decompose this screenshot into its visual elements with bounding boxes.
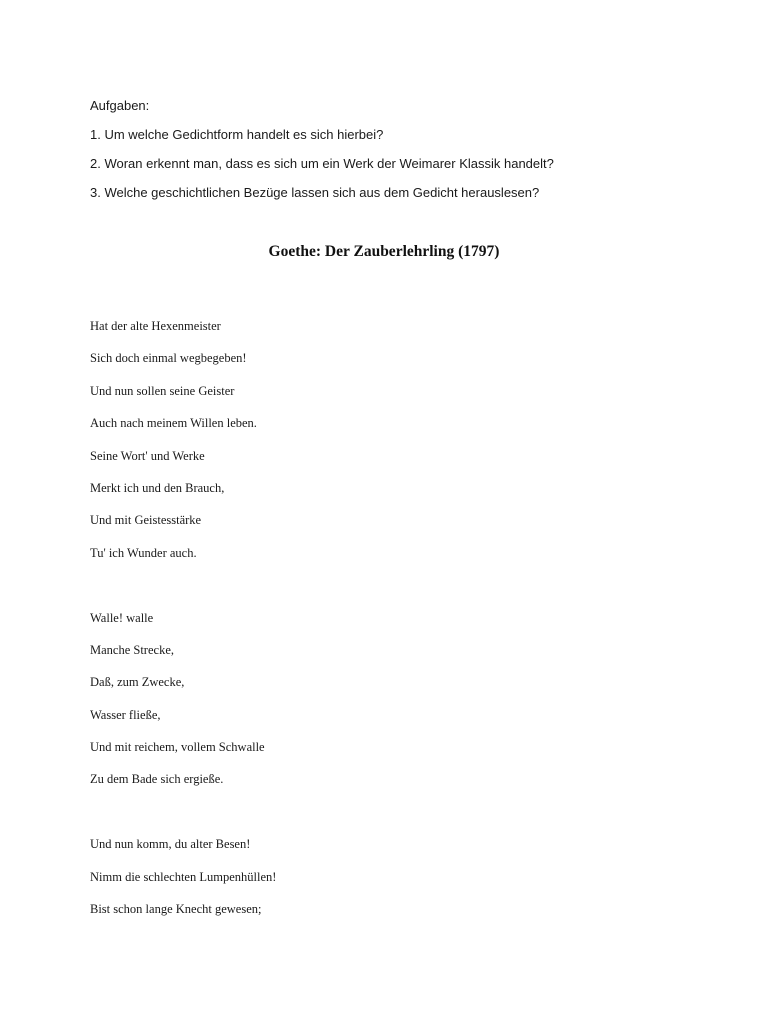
verse-line: Und mit Geistesstärke (90, 513, 202, 528)
verse-line: Und nun komm, du alter Besen! (90, 837, 251, 852)
verse-line: Nimm die schlechten Lumpenhüllen! (90, 869, 277, 884)
verse-line: Sich doch einmal wegbegeben! (90, 351, 247, 366)
task-item-1: 1. Um welche Gedichtform handelt es sich hierbei? (90, 127, 384, 142)
verse-line: Merkt ich und den Brauch, (90, 480, 225, 495)
verse-line: Daß, zum Zwecke, (90, 675, 185, 690)
verse-line: Manche Strecke, (90, 642, 174, 657)
poem-body (90, 316, 276, 931)
poem-title: Goethe: Der Zauberlehrling (1797) (268, 243, 500, 260)
stanza-3 (90, 834, 276, 931)
stanza-2 (90, 608, 276, 802)
task-item-3: 3. Welche geschichtlichen Bezüge lassen sich aus dem Gedicht herauslesen? (90, 185, 540, 200)
verse-line: Und mit reichem, vollem Schwalle (90, 740, 265, 755)
verse-line: Zu dem Bade sich ergieße. (90, 772, 224, 787)
task-item-2: 2. Woran erkennt man, dass es sich um ein Werk der Weimarer Klassik handelt? (90, 156, 554, 171)
verse-line: Bist schon lange Knecht gewesen; (90, 902, 262, 917)
stanza-1 (90, 316, 276, 575)
verse-line: Walle! walle (90, 610, 154, 625)
verse-line: Tu' ich Wunder auch. (90, 545, 197, 560)
task-section (90, 91, 554, 207)
verse-line: Wasser fließe, (90, 707, 161, 722)
verse-line: Hat der alte Hexenmeister (90, 319, 221, 333)
task-heading: Aufgaben: (90, 98, 150, 113)
verse-line: Seine Wort' und Werke (90, 448, 205, 463)
verse-line: Und nun sollen seine Geister (90, 383, 235, 398)
verse-line: Auch nach meinem Willen leben. (90, 416, 257, 431)
